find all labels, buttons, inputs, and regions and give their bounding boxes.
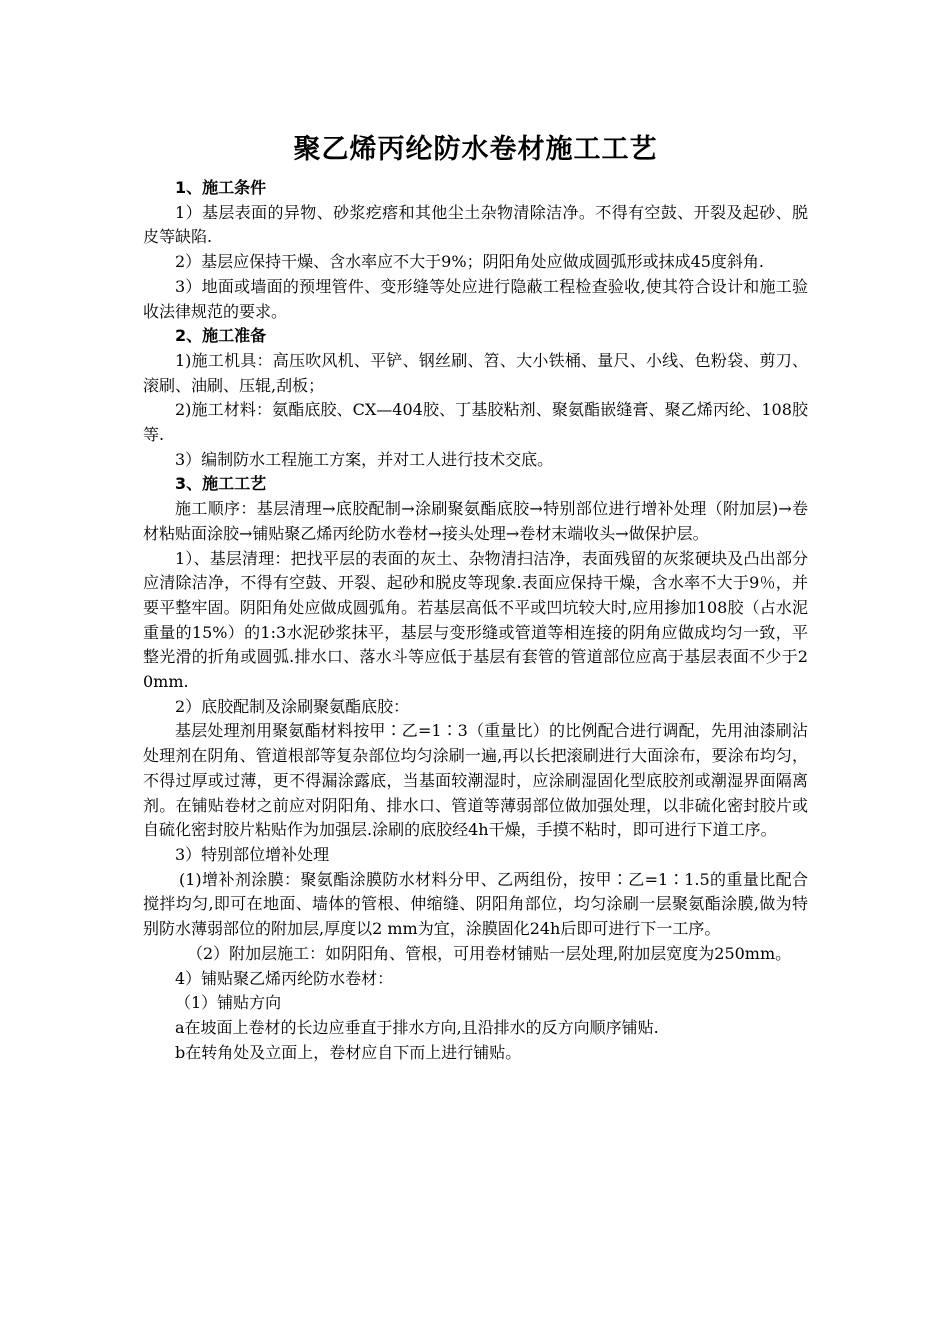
document-title: 聚乙烯丙纶防水卷材施工工艺	[293, 134, 658, 165]
paragraph: （2）附加层施工：如阴阳角、管根，可用卷材铺贴一层处理,附加层宽度为250mm。	[187, 943, 792, 963]
paragraph: 基层处理剂用聚氨酯材料按甲∶乙=1∶3（重量比）的比例配合进行调配，先用油漆刷沾处理剂在阴角、管道根部等复杂部位均匀涂刷一遍,再以长把滚刷进行大面涂布，要涂布均匀，不得过厚或过薄，更不得漏涂露底，当基面较潮湿时，应涂刷湿固化型底胶剂或潮湿界面隔离剂。在铺贴卷材之前应对阴阳角、排水口、管道等薄弱部位做加强处理，以非硫化密封胶片或自硫化密封胶片粘贴作为加强层.涂刷的底胶经4h干燥，手摸不粘时，即可进行下道工序。	[143, 721, 808, 840]
paragraph: 1)施工机具：高压吹风机、平铲、钢丝刷、笤、大小铁桶、量尺、小线、色粉袋、剪刀、滚刷、油刷、压辊,刮板；	[143, 350, 808, 395]
paragraph: 4）铺贴聚乙烯丙纶防水卷材：	[175, 968, 394, 988]
paragraph: (1)增补剂涂膜：聚氨酯涂膜防水材料分甲、乙两组份，按甲∶乙=1∶1.5的重量比配合搅拌均匀,即可在地面、墙体的管根、伸缩缝、阴阳角部位，均匀涂刷一层聚氨酯涂膜,做为特别防水薄弱部位的附加层,厚度以2 mm为宜，涂膜固化24h后即可进行下一工序。	[143, 869, 808, 939]
section-heading: 1、施工条件	[175, 178, 267, 197]
paragraph: a在坡面上卷材的长边应垂直于排水方向,且沿排水的反方向顺序铺贴.	[175, 1017, 659, 1037]
paragraph: 1）、基层清理：把找平层的表面的灰土、杂物清扫洁净，表面残留的灰浆硬块及凸出部分应清除洁净，不得有空鼓、开裂、起砂和脱皮等现象.表面应保持干燥，含水率不大于9％，并要平整牢固。阴阳角处应做成圆弧角。若基层高低不平或凹坑较大时,应用掺加108胶（占水泥重量的15%）的1:3水泥砂浆抹平，基层与变形缝或管道等相连接的阴角应做成均匀一致，平整光滑的折角或圆弧.排水口、落水斗等应低于基层有套管的管道部位应高于基层表面不少于20mm.	[143, 548, 808, 692]
paragraph: （1）铺贴方向	[175, 993, 282, 1013]
document-page	[143, 130, 808, 1065]
section-heading: 2、施工准备	[175, 326, 267, 346]
paragraph: 3）编制防水工程施工方案，并对工人进行技术交底。	[175, 449, 554, 469]
paragraph: 1）基层表面的异物、砂浆疙瘩和其他尘土杂物清除洁净。不得有空鼓、开裂及起砂、脱皮等缺陷.	[143, 202, 808, 247]
paragraph: b在转角处及立面上，卷材应自下而上进行铺贴。	[175, 1042, 522, 1062]
paragraph: 3）地面或墙面的预埋管件、变形缝等处应进行隐蔽工程检查验收,使其符合设计和施工验收法律规范的要求。	[143, 276, 808, 321]
paragraph: 3）特别部位增补处理	[175, 844, 330, 864]
paragraph: 2）底胶配制及涂刷聚氨酯底胶：	[175, 696, 410, 716]
document-body	[143, 176, 808, 1065]
paragraph: 2）基层应保持干燥、含水率应不大于9%；阴阳角处应做成圆弧形或抹成45度斜角.	[175, 252, 765, 272]
paragraph: 施工顺序：基层清理→底胶配制→涂刷聚氨酯底胶→特别部位进行增补处理（附加层)→卷材粘贴面涂胶→铺贴聚乙烯丙纶防水卷材→接头处理→卷材末端收头→做保护层。	[143, 499, 808, 543]
paragraph: 2)施工材料：氨酯底胶、CX—404胶、丁基胶粘剂、聚氨酯嵌缝膏、聚乙烯丙纶、108胶等.	[143, 400, 808, 445]
section-heading: 3、施工工艺	[175, 474, 267, 494]
